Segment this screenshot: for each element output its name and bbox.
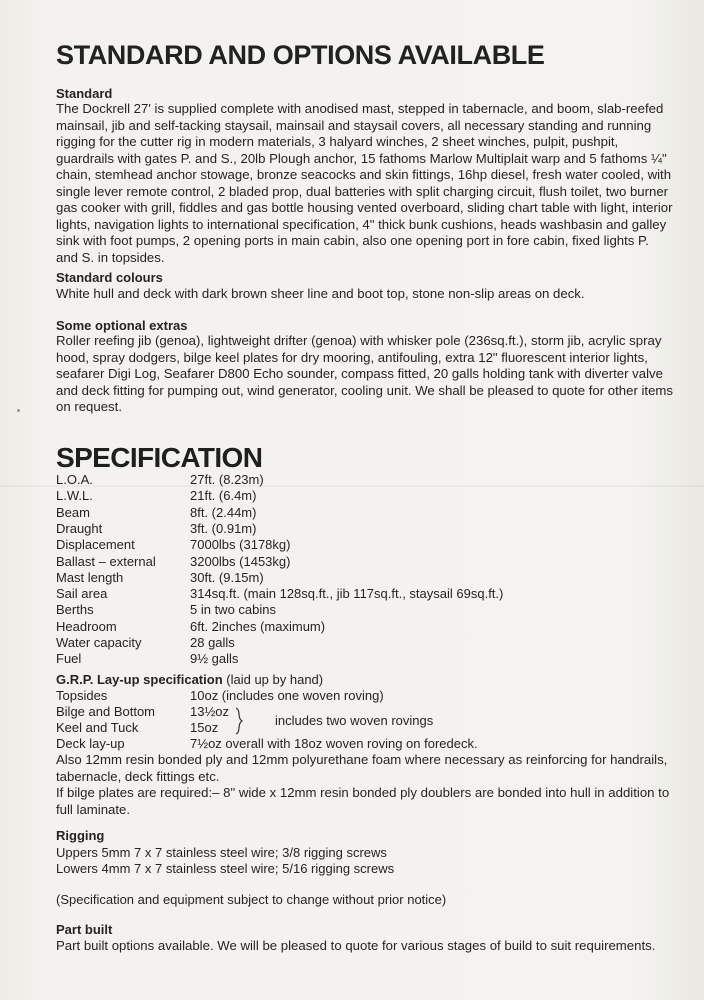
colours-text: White hull and deck with dark brown sheer line and boot top, stone non-slip areas on deck.	[56, 286, 585, 301]
part-built-text: Part built options available. We will be pleased to quote for various stages of build to suit requirements.	[56, 938, 656, 953]
grp-bilge-value: 13½oz	[190, 704, 230, 719]
spec-value: 3200lbs (1453kg)	[190, 553, 291, 569]
spec-label: Water capacity	[56, 635, 142, 650]
spec-label: Sail area	[56, 586, 108, 602]
spec-value: 7000lbs (3178kg)	[190, 537, 291, 553]
spec-value: 21ft. (6.4m)	[190, 488, 257, 504]
spec-row	[56, 554, 290, 569]
spec-value: 9½ galls	[190, 651, 239, 667]
spec-row	[56, 537, 290, 552]
spec-label: Beam	[56, 504, 90, 520]
spec-value: 314sq.ft. (main 128sq.ft., jib 117sq.ft., staysail 69sq.ft.)	[190, 586, 504, 602]
grp-topsides-value: 10oz (includes one woven roving)	[190, 688, 384, 703]
page-title: STANDARD AND OPTIONS AVAILABLE	[56, 40, 545, 70]
rigging-heading: Rigging	[56, 828, 105, 843]
spec-row	[56, 488, 256, 503]
rigging-uppers: Uppers 5mm 7 x 7 stainless steel wire; 3/8 rigging screws	[56, 845, 387, 860]
spec-label: L.O.A.	[56, 472, 93, 487]
change-notice: (Specification and equipment subject to change without prior notice)	[56, 892, 447, 907]
spec-row	[56, 521, 256, 536]
spec-value: 6ft. 2inches (maximum)	[190, 618, 326, 634]
spec-label: Mast length	[56, 569, 124, 585]
grp-deck-value: 7½oz overall with 18oz woven roving on foredeck.	[190, 736, 478, 751]
spec-label: Headroom	[56, 618, 117, 634]
spec-value: 30ft. (9.15m)	[190, 569, 264, 585]
brace-bracket	[233, 706, 247, 736]
spec-value: 27ft. (8.23m)	[190, 472, 264, 487]
spec-value: 28 galls	[190, 635, 235, 650]
standard-heading: Standard	[56, 86, 113, 101]
spec-label: Draught	[56, 520, 103, 536]
spec-value: 3ft. (0.91m)	[190, 520, 257, 536]
extras-text: Roller reefing jib (genoa), lightweight drifter (genoa) with whisker pole (236sq.ft.), storm jib, acrylic spray hood, spray dodgers, bilge keel plates for dry mooring, antifouling, extra 12" fluorescent interior lights, seafarer Digi Log, Seafarer D800 Echo sounder, compass fitted, 20 galls holding tank with diverter valve and deck fitting for pumping out, wind generator, cooling unit. We shall be pleased to quote for other items on request.	[56, 333, 674, 414]
spec-row	[56, 586, 503, 601]
specification-heading: SPECIFICATION	[56, 442, 263, 473]
grp-also-text: Also 12mm resin bonded ply and 12mm polyurethane foam where necessary as reinforcing for handrails, tabernacle, deck fittings etc.	[56, 752, 668, 784]
grp-heading	[56, 672, 323, 687]
grp-heading-note: (laid up by hand)	[226, 672, 324, 687]
part-built-heading: Part built	[56, 922, 113, 937]
spec-row	[56, 635, 235, 650]
spec-row	[56, 505, 256, 520]
paper-speck	[17, 409, 20, 412]
spec-label: Berths	[56, 602, 94, 618]
grp-heading-text: G.R.P. Lay-up specification	[56, 672, 223, 687]
grp-keel-value: 15oz	[190, 720, 219, 735]
spec-value: 5 in two cabins	[190, 602, 276, 618]
spec-label: Ballast – external	[56, 553, 156, 569]
colours-heading: Standard colours	[56, 270, 163, 285]
spec-row	[56, 602, 276, 617]
spec-row	[56, 570, 264, 585]
grp-deck-label: Deck lay-up	[56, 736, 125, 751]
spec-label: Displacement	[56, 537, 135, 553]
grp-bilge-label: Bilge and Bottom	[56, 704, 156, 719]
spec-label: L.W.L.	[56, 488, 93, 504]
grp-bilge-plates-text: If bilge plates are required:– 8" wide x 12mm resin bonded ply doublers are bonded into hull in addition to full laminate.	[56, 785, 670, 817]
rigging-lowers: Lowers 4mm 7 x 7 stainless steel wire; 5/16 rigging screws	[56, 861, 395, 876]
spec-row	[56, 472, 264, 487]
spec-row	[56, 619, 325, 634]
spec-label: Fuel	[56, 651, 82, 667]
grp-keel-label: Keel and Tuck	[56, 720, 139, 735]
standard-text: The Dockrell 27' is supplied complete with anodised mast, stepped in tabernacle, and boom, slab-reefed mainsail, jib and self-tacking staysail, mainsail and staysail covers, all necessary standing and running rigging for the cutter rig in modern materials, 3 halyard winches, 2 sheet winches, pulpit, pushpit, guardrails with gates P. and S., 20lb Plough anchor, 15 fathoms Marlow Multiplait warp and 5 fathoms ¼" chain, stemhead anchor stowage, bronze seacocks and skin fittings, 16hp diesel, fresh water cooled, with single lever remote control, 2 bladed prop, dual batteries with split charging circuit, flush toilet, two burner gas cooker with grill, fiddles and gas bottle housing vented overboard, sliding chart table with light, interior lights, navigation lights to international specification, 4" thick bunk cushions, heads washbasin and galley sink with foot pumps, 2 opening ports in main cabin, also one opening port in fore cabin, fixed lights P. and S. in topsides.	[56, 101, 673, 265]
grp-topsides-label: Topsides	[56, 688, 108, 703]
spec-row	[56, 651, 238, 666]
extras-heading: Some optional extras	[56, 318, 188, 333]
grp-woven-note: includes two woven rovings	[275, 713, 434, 728]
spec-value: 8ft. (2.44m)	[190, 504, 257, 520]
